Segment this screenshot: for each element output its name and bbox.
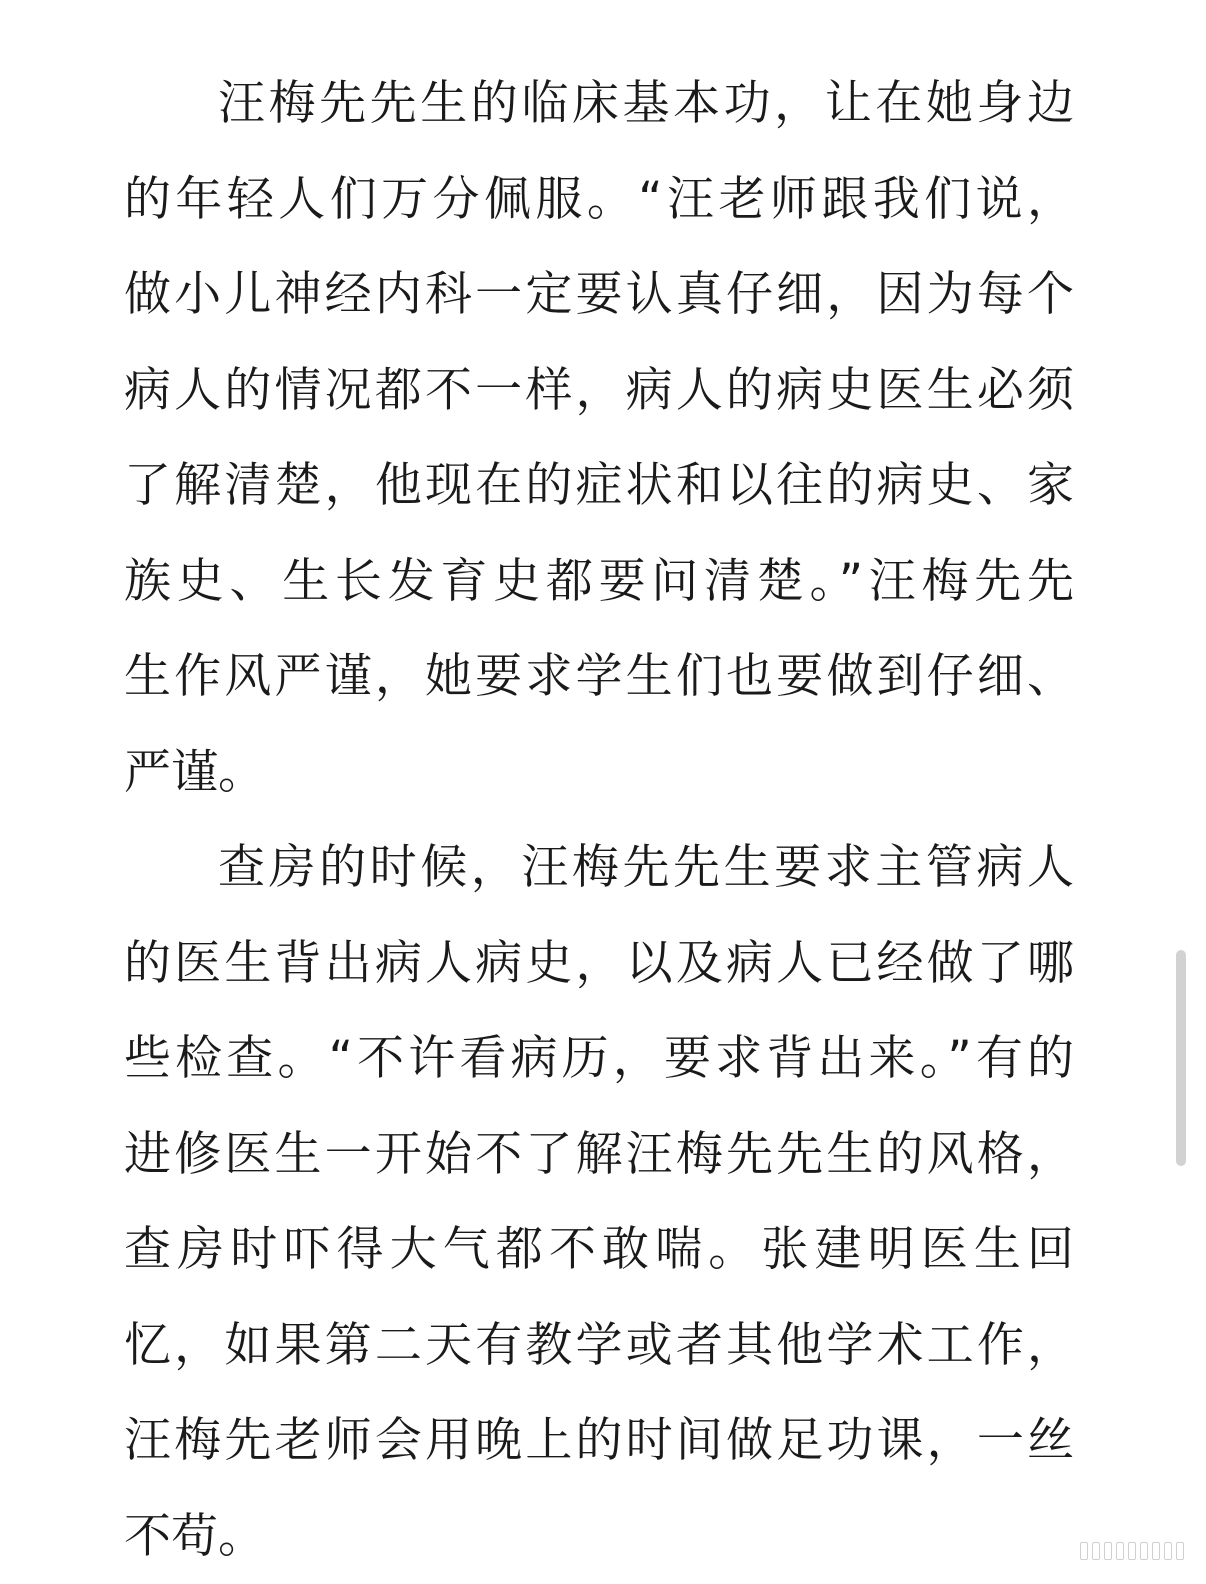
watermark-icon <box>1080 1540 1188 1562</box>
text-line: 了解清楚，他现在的症状和以往的病史、家 <box>124 438 1074 534</box>
text-line: 做小儿神经内科一定要认真仔细，因为每个 <box>124 247 1074 343</box>
text-line: 汪梅先老师会用晚上的时间做足功课，一丝 <box>124 1393 1074 1489</box>
article-body <box>124 56 1074 1584</box>
text-line: 进修医生一开始不了解汪梅先先生的风格， <box>124 1107 1074 1203</box>
text-line: 严谨。 <box>124 725 1074 821</box>
paragraph-1 <box>124 56 1074 820</box>
text-line: 些检查。“不许看病历，要求背出来。”有的 <box>124 1011 1074 1107</box>
text-line: 的年轻人们万分佩服。“汪老师跟我们说， <box>124 152 1074 248</box>
text-line: 族史、生长发育史都要问清楚。”汪梅先先 <box>124 534 1074 630</box>
text-line: 病人的情况都不一样，病人的病史医生必须 <box>124 343 1074 439</box>
text-line: 的医生背出病人病史，以及病人已经做了哪 <box>124 916 1074 1012</box>
text-line: 汪梅先先生的临床基本功，让在她身边 <box>124 56 1074 152</box>
text-line: 生作风严谨，她要求学生们也要做到仔细、 <box>124 629 1074 725</box>
scrollbar-thumb[interactable] <box>1176 950 1186 1166</box>
paragraph-2 <box>124 820 1074 1584</box>
text-line: 查房时吓得大气都不敢喘。张建明医生回 <box>124 1202 1074 1298</box>
text-line: 忆，如果第二天有教学或者其他学术工作， <box>124 1298 1074 1394</box>
text-line: 不苟。 <box>124 1489 1074 1584</box>
text-line: 查房的时候，汪梅先先生要求主管病人 <box>124 820 1074 916</box>
